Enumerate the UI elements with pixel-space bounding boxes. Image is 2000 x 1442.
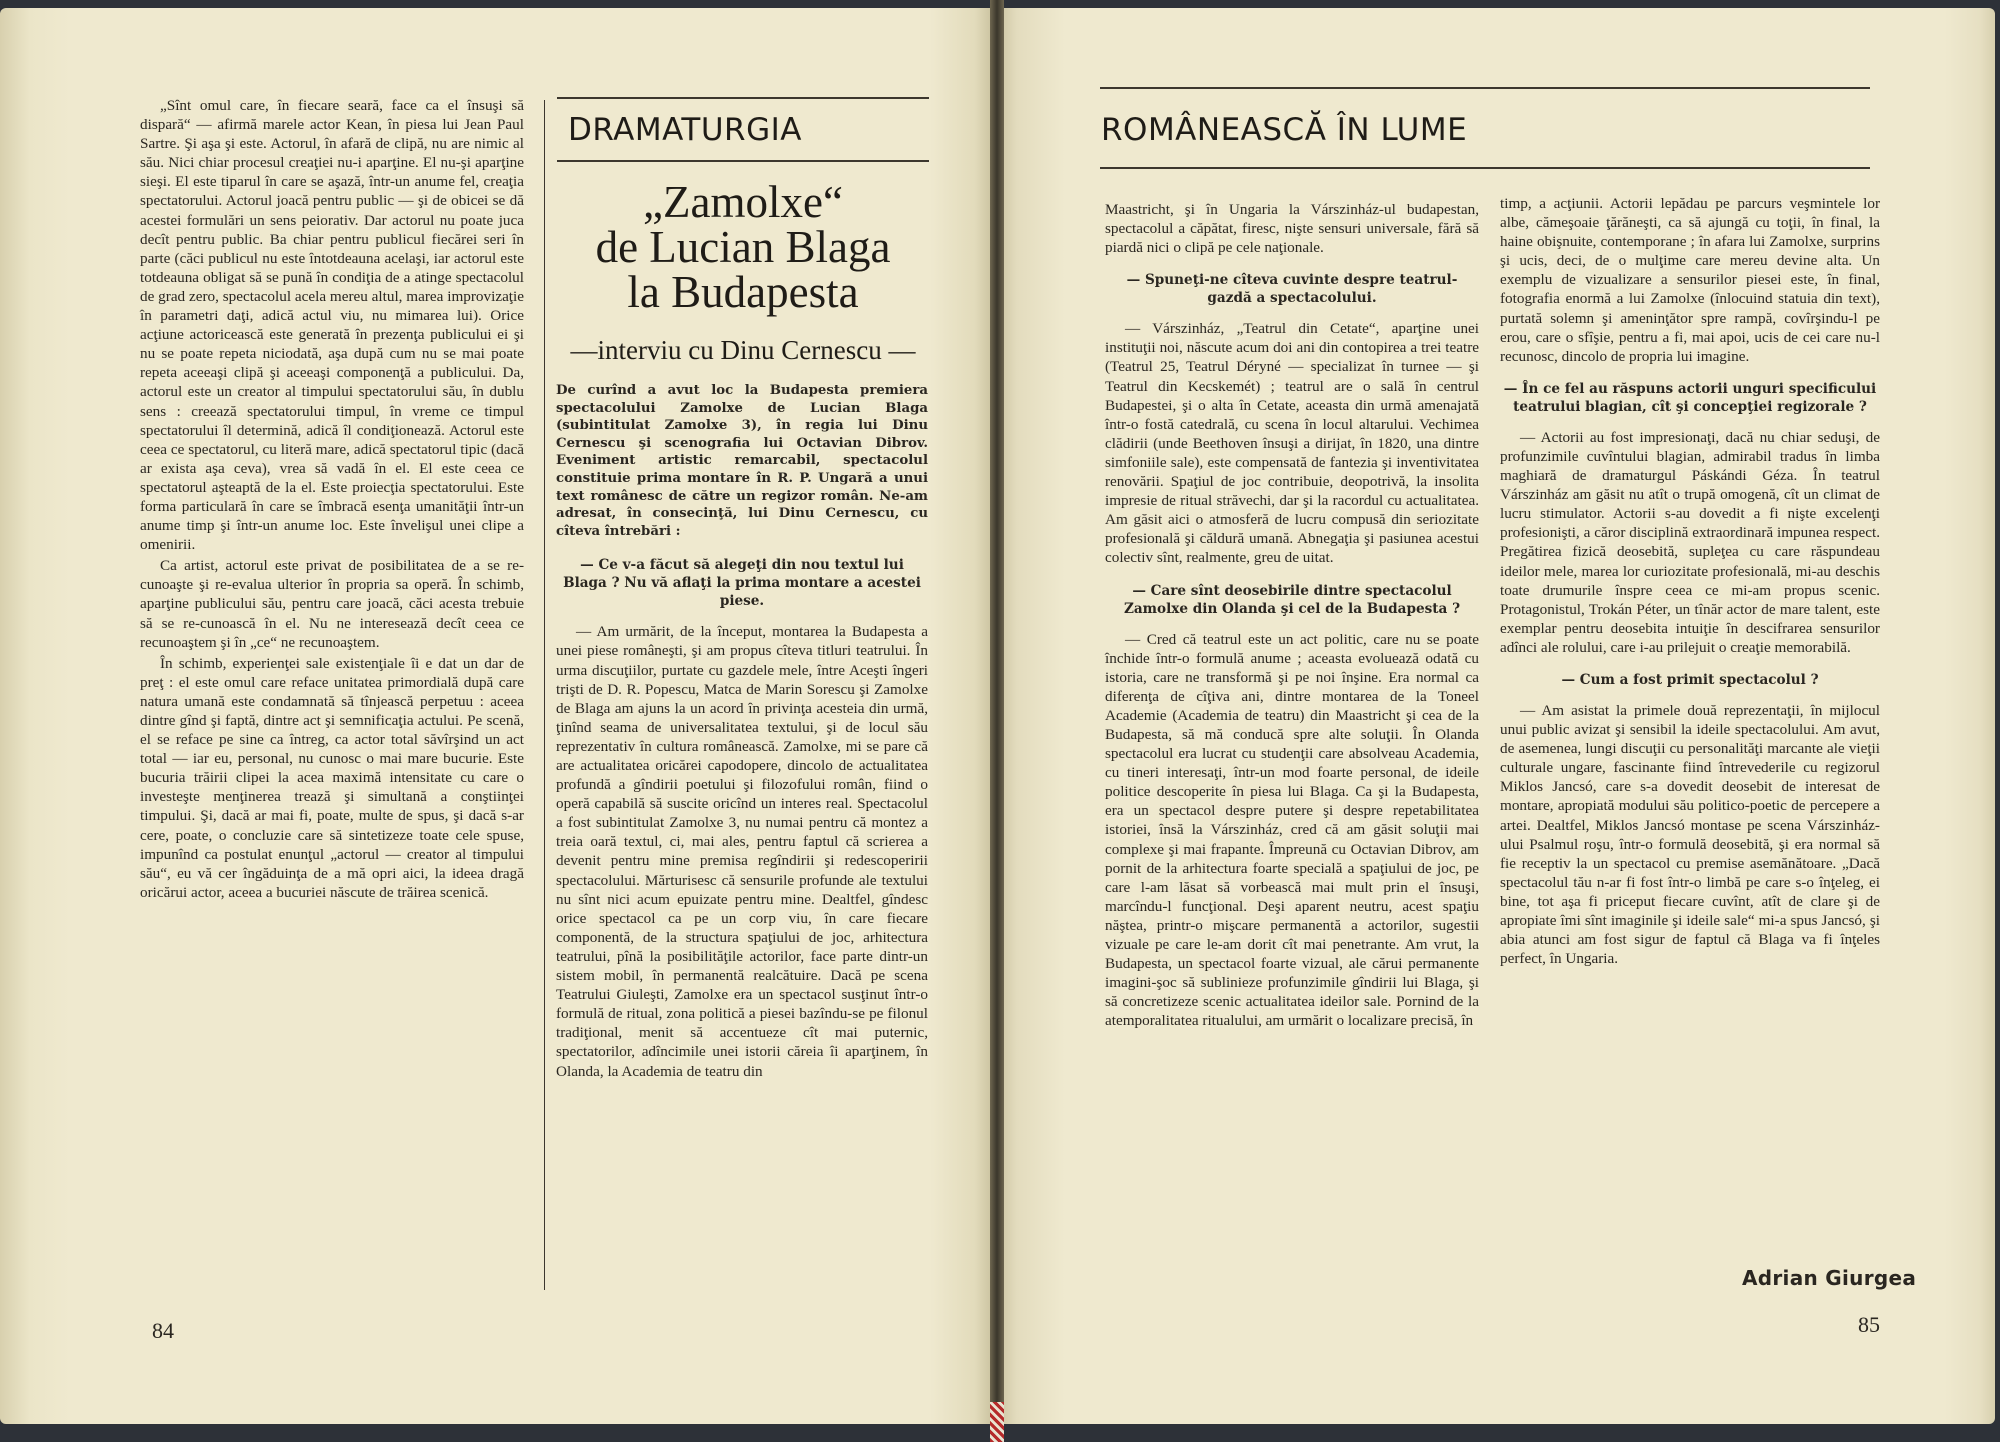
author-signature: Adrian Giurgea — [1742, 1266, 1917, 1290]
binding-cloth — [990, 1402, 1004, 1442]
essay-paragraph-2: Ca artist, actorul este privat de posibilitatea de a se re-cunoaşte şi re-evalua ulterior în propria sa operă. În schimb, aparţine publicului său, pentru care joacă, căci acesta trebuie să se re-cunoască în el. Nu ne interesează decît ceea ce recunoaştem şi în „ce“ ne recunoaştem. — [140, 557, 524, 651]
heading-rule-top — [557, 97, 929, 99]
heading-rule-top-right — [1100, 87, 1870, 89]
interview-column-2 — [1105, 200, 1479, 1032]
heading-rule-bottom — [557, 160, 929, 162]
interview-answer-4: — Actorii au fost impresionaţi, dacă nu chiar seduşi, de profunzimile cuvîntului blagian, admirabil tradus în limba maghiară de dramaturgul Páskándi Géza. În teatrul Várszinház am găsit nu atît o trupă omogenă, cît un climat de lucru stimulator. Actorii s-au dovedit a fi nişte excelenţi profesionişti, a căror disciplină extraordinară impunea respect. Pregătirea fizică deosebită, supleţea cu care răspundeau ideilor mele, marea lor curiozitate profesională, mi-au deschis toate drumurile înspre ceea ce mi-am propus scenic. Protagonistul, Trokán Péter, un tînăr actor de mare talent, este exemplar pentru deosebita intuiţie în descifrarea sensurilor adînci ale rolului, care i-au prilejuit o creaţie memorabilă. — [1500, 428, 1880, 656]
title-line-1: „Zamolxe“ — [643, 177, 843, 227]
book-gutter — [990, 0, 1004, 1442]
interview-answer-2: — Várszinház, „Teatrul din Cetate“, aparţine unei instituţii noi, născute acum doi ani din contopirea a trei teatre (Teatrul 25, Teatrul Déryné — specializat în turnee — şi Teatrul din Kecskemét) ; teatrul are o sală în centrul Budapestei, şi o alta în Cetate, aceasta din urmă amenajată într-o fostă catedrală, cu scena în locul altarului. Vechimea clădirii (unde Beethoven însuşi a dirijat, în 1820, una dintre simfoniile sale), este compensată de fantezia şi inventivitatea renovării. Spaţiul de joc contribuie, deopotrivă, la insolita impresie de ritual străvechi, dar şi la racordul cu actualitatea. Am găsit aici o atmosferă de lucru compusă din seriozitate profesională şi căldură umană. Abnegaţia şi pasiunea acestui colectiv sînt, realmente, greu de uitat. — [1105, 320, 1479, 567]
interview-question-4: — În ce fel au răspuns actorii unguri specificului teatrului blagian, cît şi concepţiei regizorale ? — [1503, 380, 1877, 415]
essay-paragraph-1: „Sînt omul care, în fiecare seară, face ca el însuşi să dispară“ — afirmă marele actor Kean, în piesa lui Jean Paul Sartre. Şi aşa şi este. Actorul, în afară de clipă, nu are nimic al său. Nici chiar procesul creaţiei nu-i aparţine. El nu-şi aparţine sieşi. El este tiparul în care se aşază, într-un anume fel, creaţia spectatorului. Actorul joacă pentru public — şi de obicei se dă acestei formulări un sens peiorativ. Dar actorul nu poate juca decît pentru public. Ba chiar pentru publicul fiecărei seri în parte (căci publicul nu este întotdeauna acelaşi, iar actorul este totdeauna obligat să se pună în condiţia de a atinge spectacolul de grad zero, spectacolul acela mereu altul, marea improvizaţie în parametri daţi, adică actul viu, nu mimarea lui). Orice acţiune actoricească este generată în prezenţa publicului ei şi nu se poate repeta niciodată, aşa după cum nu se mai poate repeta aceeaşi clipă şi aceeaşi componenţă a publicului. Da, actorul este un creator al timpului spectatorului său, în dublu sens : creează spectatorului timpul, în vreme ce timpul spectatorului îl determină, adică îl condiţionează. Actorul este ceea ce spectatorul, cu literă mare, adică spectatorul tipic (dacă ar exista aşa ceva), vrea să vadă în el. El este ceea ce spectatorul aşteaptă de la el. Este proiecţia spectatorului. Este forma particulară în care se îmbracă esenţa umanităţii într-un anume timp şi într-un anume loc. Este învelişul unei clipe a omenirii. — [140, 97, 524, 554]
interview-question-3: — Care sînt deosebirile dintre spectacolul Zamolxe din Olanda şi cel de la Budapesta ? — [1123, 582, 1461, 617]
left-page — [0, 8, 995, 1424]
interview-continuation-2: timp, a acţiunii. Actorii lepădau pe parcurs veşmintele lor albe, cămeşoaie ţărăneşti, ca să ajungă cu toţii, în final, la haine obişnuite, contemporane ; în afara lui Zamolxe, surprins şi ucis, deci, de o mulţime care mereu devine alta. Un exemplu de vizualizare a sensurilor piesei este, în final, fotografia enormă a lui Zamolxe (înlocuind statuia din text), purtată solemn şi ameninţător spre rampă, covîrşindu-l pe erou, care o sfîşie, pentru a fi, mai apoi, ucis de cei care nu-l recunosc, dincolo de propria lui imagine. — [1500, 195, 1880, 365]
interview-answer-5: — Am asistat la primele două reprezentaţii, în mijlocul unui public avizat şi sensibil la ideile spectacolului. Am avut, de asemenea, lungi discuţii cu personalităţi marcante ale vieţii culturale ungare, fascinante fiind întrevederile cu regizorul Miklos Jancsó, care s-a dovedit deosebit de interesat de montare, apropiată modului său politico-poetic de percepere a artei. Dealtfel, Miklos Jancsó montase pe scena Várszinház-ului Psalmul roşu, într-o formulă deosebită, şi era normal să fie receptiv la un spectacol cu premise asemănătoare. „Dacă spectacolul tău n-ar fi fost într-o limbă pe care s-o înţeleg, ei bine, tot aşa fi priceput fiecare cuvînt, atît de clare şi de apropiate îmi sînt imaginile şi ideile sale“ mi-a spus Jancsó, şi abia atunci am fost sigur de faptul că Blaga va fi înţeles perfect, în Ungaria. — [1500, 701, 1880, 968]
article-intro: De curînd a avut loc la Budapesta premiera spectacolului Zamolxe de Lucian Blaga (subintitulat Zamolxe 3), în regia lui Dinu Cernescu şi scenografia lui Octavian Dibrov. Eveniment artistic remarcabil, spectacolul constituie prima montare în R. P. Ungară a unui text românesc de către un regizor român. Ne-am adresat, în consecinţă, lui Dinu Cernescu, cu cîteva întrebări : — [556, 383, 928, 539]
title-line-2: de Lucian Blaga — [595, 222, 891, 272]
interview-question-1: — Ce v-a făcut să alegeţi din nou textul lui Blaga ? Nu vă aflaţi la prima montare a acestei piese. — [563, 557, 921, 610]
essay-paragraph-3: În schimb, experienţei sale existenţiale îi e dat un dar de preţ : el este omul care reface unitatea primordială după care natura umană este condamnată să tînjească perpetuu : aceea dintre gînd şi faptă, dintre act şi semnificaţia actului. Pe scenă, el se reface pe sine ca întreg, ca actor total săvîrşind un act total — iar eu, personal, nu cunosc o mai mare bucurie. Este bucuria trăirii clipei la acea maximă intensitate cu care o investeşte menţinerea trează şi simultană a conştiinţei timpului. Şi, dacă ar mai fi, poate, multe de spus, şi dacă s-ar cere, poate, o concluzie care să sintetizeze toate cele spuse, impunînd ca postulat enunţul „actorul — creator al timpului său“, eu vă cer îngăduinţa de a mă opri aici, la ideea dragă oricărui actor, aceea a bucuriei născute de trăirea scenică. — [140, 654, 524, 901]
right-page — [995, 8, 1995, 1424]
interview-column-3 — [1500, 194, 1880, 970]
section-heading-right: ROMÂNEASCĂ ÎN LUME — [1101, 112, 1468, 148]
article-subtitle: —interviu cu Dinu Cernescu — — [570, 335, 916, 365]
page-number-right: 85 — [1858, 1312, 1880, 1337]
interview-question-2: — Spuneţi-ne cîteva cuvinte despre teatrul-gazdă a spectacolului. — [1126, 272, 1458, 307]
interview-answer-1: — Am urmărit, de la început, montarea la Budapesta a unei piese româneşti, şi am propus cîteva titluri teatrului. În urma discuţiilor, purtate cu gazdele mele, între Aceşti îngeri trişti de D. R. Popescu, Matca de Marin Sorescu şi Zamolxe de Blaga am ajuns la un acord în privinţa acesteia din urmă, ţinînd seama de universalitatea textului, şi de locul său reprezentativ în cultura românească. Zamolxe, mi se pare că are actualitatea oricărei capodopere, dincolo de actualitatea profundă a gîndirii poetului şi filozofului român, fiind o operă capabilă să suscite oricînd un interes real. Spectacolul a fost subintitulat Zamolxe 3, nu numai pentru că montez a treia oară textul, ci, mai ales, pentru faptul că scrierea a devenit pentru mine premisa regîndirii şi redescoperirii spectacolului. Mărturisesc că sensurile profunde ale textului nu sînt nici acum epuizate pentru mine. Dealtfel, gîndesc orice spectacol ca pe un corp viu, în care fiecare componentă, de la structura spaţiului de joc, arhitectura teatrului, pînă la posibilităţile actorilor, face parte dintr-un sistem mobil, în permanentă realcătuire. Dacă pe scena Teatrului Giuleşti, Zamolxe era un spectacol susţinut într-o formulă de ritual, zona politică a piesei bazîndu-se pe filonul tradiţional, menit să accentueze cît mai puternic, spectatorilor, adîncimile unei istorii căreia îi aparţinem, în Olanda, la Academia de teatru din — [556, 623, 928, 1080]
section-heading-left: DRAMATURGIA — [568, 112, 802, 148]
heading-rule-bottom-right — [1100, 167, 1870, 169]
interview-continuation: Maastricht, şi în Ungaria la Várszinház-ul budapestan, spectacolul a căpătat, firesc, nişte sensuri universale, fără să piardă nici o clipă pe cele naţionale. — [1105, 201, 1479, 257]
interview-question-5: — Cum a fost primit spectacolul ? — [1561, 671, 1819, 688]
column-divider — [544, 100, 545, 1290]
essay-column — [140, 96, 524, 904]
interview-answer-3: — Cred că teatrul este un act politic, care nu se poate închide într-o formulă anume ; aceasta evoluează odată cu istoria, care ne transformă şi pe noi înşine. Era normal ca diferenţa de cîţiva ani, dintre montarea de la Toneel Academie (Academia de teatru) din Maastricht şi cea de la Budapesta, să mă conducă spre alte soluţii. În Olanda spectacolul era lucrat cu studenţii care absolveau Academia, cu tineri interesaţi, într-un mod foarte personal, de ideile politice descoperite în piesa lui Blaga. Ca şi la Budapesta, era un spectacol despre putere şi despre repetabilitatea istoriei, însă la Várszinház, cred că am găsit soluţii mai complexe şi mai frapante. Împreună cu Octavian Dibrov, am pornit de la arhitectura foarte specială a spaţiului de joc, pe care l-am lăsat să vorbească mai mult prin el însuşi, marcîndu-l funcţional. Deşi aparent neutru, acest spaţiu năştea, printr-o mişcare permanentă a actorilor, sugestii vizuale pe care le-am dorit cît mai penetrante. Am vrut, la Budapesta, un spectacol foarte vizual, ale cărui permanente imagini-şoc să sublinieze profunzimile gîndirii lui Blaga, şi să concretizeze scenic actualitatea ideilor sale. Pornind de la atemporalitatea ritualului, am urmărit o localizare precisă, în — [1105, 630, 1479, 1030]
title-line-3: la Budapesta — [627, 267, 859, 317]
interview-column-1 — [556, 382, 928, 1083]
page-number-left: 84 — [152, 1318, 174, 1343]
article-title — [553, 177, 933, 366]
